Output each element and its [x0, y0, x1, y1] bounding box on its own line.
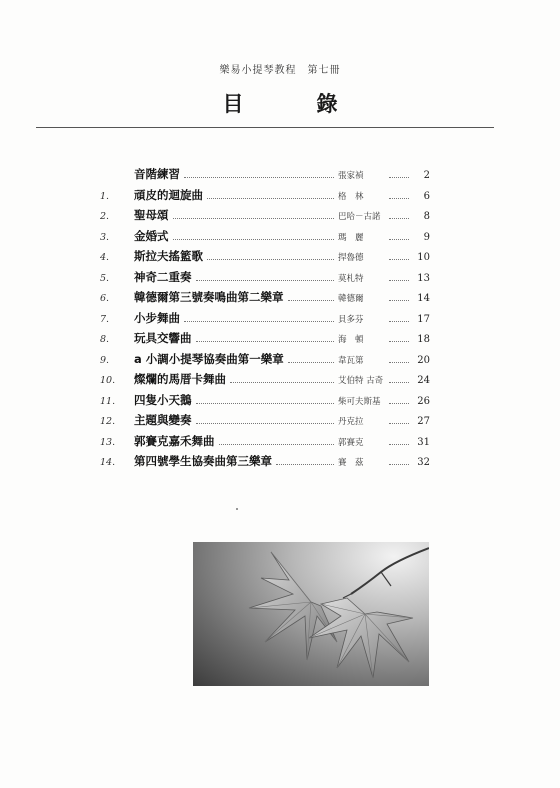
- toc-entry-composer: 格 林: [338, 191, 364, 202]
- toc-entry-number: 12.: [100, 416, 116, 427]
- toc-entry-title: 玩具交響曲: [134, 331, 192, 345]
- toc-entry-page: 10: [417, 252, 430, 263]
- toc-leader-dots: [173, 239, 335, 240]
- toc-entry-number: 11.: [100, 395, 116, 407]
- toc-leader-dots: [196, 423, 335, 424]
- toc-entry-number: 3.: [100, 231, 110, 243]
- toc-entry: [100, 310, 430, 331]
- toc-entry-page: 32: [417, 457, 430, 468]
- toc-entry-title: 斯拉夫搖籃歌: [134, 249, 203, 263]
- toc-leader-dots: [207, 259, 334, 260]
- toc-entry-number: 14.: [100, 457, 116, 468]
- toc-entry-title: 第四號學生協奏曲第三樂章: [134, 454, 272, 468]
- toc-entry-composer: 艾伯特 古奇: [338, 376, 384, 386]
- toc-entry-title: 韓德爾第三號奏鳴曲第二樂章: [134, 290, 284, 304]
- toc-entry-composer: 韓德爾: [338, 294, 364, 304]
- toc-leader-dots: [389, 403, 409, 404]
- toc-leader-dots: [389, 464, 409, 465]
- toc-leader-dots: [389, 382, 409, 383]
- toc-entry: [100, 371, 430, 392]
- toc-leader-dots: [389, 280, 409, 281]
- toc-entry-title: 聖母頌: [134, 208, 169, 222]
- toc-entry-composer: 捍魯德: [338, 253, 364, 263]
- toc-leader-dots: [184, 321, 334, 322]
- toc-leader-dots: [219, 444, 335, 445]
- toc-leader-dots: [389, 423, 409, 424]
- toc-entry-title: 燦爛的馬厝卡舞曲: [134, 372, 226, 386]
- toc-entry-number: 7.: [100, 313, 110, 325]
- table-of-contents: [100, 166, 430, 474]
- toc-entry-page: 6: [423, 190, 430, 202]
- toc-entry-title: 頑皮的迴旋曲: [134, 187, 203, 202]
- toc-entry-composer: 貝多芬: [338, 314, 364, 325]
- scan-speck: [236, 508, 238, 510]
- toc-leader-dots: [196, 403, 335, 404]
- toc-leader-dots: [196, 341, 335, 342]
- book-title: 樂易小提琴教程 第七冊: [219, 65, 341, 76]
- toc-entry-number: 6.: [100, 293, 110, 304]
- toc-entry-number: 9.: [100, 354, 110, 366]
- toc-entry: [100, 453, 430, 474]
- toc-entry: [100, 207, 430, 228]
- toc-entry: [100, 228, 430, 249]
- toc-entry-page: 14: [417, 293, 430, 304]
- toc-entry-number: 13.: [100, 436, 116, 448]
- toc-entry-composer: 海 頓: [338, 335, 364, 345]
- toc-leader-dots: [184, 177, 334, 178]
- toc-entry: [100, 412, 430, 433]
- toc-entry: [100, 433, 430, 454]
- toc-leader-dots: [389, 341, 409, 342]
- maple-leaves-photo: [193, 542, 429, 686]
- toc-leader-dots: [389, 239, 409, 240]
- toc-entry-page: 31: [417, 436, 430, 448]
- toc-entry-title: 小步舞曲: [134, 310, 180, 325]
- toc-entry-page: 13: [417, 272, 430, 284]
- toc-leader-dots: [389, 218, 409, 219]
- toc-entry-composer: 張家禎: [338, 171, 364, 181]
- toc-leader-dots: [230, 382, 334, 383]
- toc-entry-number: 5.: [100, 272, 110, 284]
- title-divider: [36, 127, 494, 128]
- toc-entry-composer: 韋瓦第: [338, 355, 364, 366]
- toc-leader-dots: [389, 259, 409, 260]
- toc-entry-composer: 巴哈－古諾: [338, 212, 381, 222]
- toc-entry-page: 8: [423, 211, 430, 222]
- toc-entry-composer: 柴可夫斯基: [338, 396, 381, 407]
- toc-leader-dots: [276, 464, 334, 465]
- toc-entry-page: 26: [417, 395, 430, 407]
- toc-leader-dots: [288, 300, 335, 301]
- toc-entry-number: 2.: [100, 211, 110, 222]
- toc-entry-title: a 小調小提琴協奏曲第一樂章: [134, 351, 284, 366]
- toc-entry-page: 17: [417, 313, 430, 325]
- toc-leader-dots: [389, 321, 409, 322]
- toc-entry: [100, 166, 430, 187]
- toc-entry-number: 8.: [100, 334, 110, 345]
- toc-leader-dots: [389, 198, 409, 199]
- toc-entry-title: 主題與變奏: [134, 413, 192, 427]
- toc-entry-composer: 莫札特: [338, 273, 364, 284]
- toc-entry: [100, 289, 430, 310]
- toc-entry-number: 4.: [100, 252, 110, 263]
- toc-entry-title: 四隻小天鵝: [134, 392, 192, 407]
- toc-entry: [100, 248, 430, 269]
- toc-entry-page: 27: [417, 416, 430, 427]
- toc-leader-dots: [389, 300, 409, 301]
- toc-entry: [100, 269, 430, 290]
- toc-entry-page: 24: [417, 375, 430, 386]
- toc-entry: [100, 187, 430, 208]
- toc-entry-title: 神奇二重奏: [134, 269, 192, 284]
- toc-entry-number: 1.: [100, 190, 110, 202]
- toc-entry-composer: 賽 茲: [338, 458, 364, 468]
- toc-leader-dots: [288, 362, 334, 363]
- toc-entry-title: 金婚式: [134, 228, 169, 243]
- toc-leader-dots: [207, 198, 334, 199]
- toc-leader-dots: [196, 280, 335, 281]
- toc-entry-composer: 瑪 麗: [338, 232, 364, 243]
- toc-entry: [100, 392, 430, 413]
- toc-entry-title: 郭賽克嘉禾舞曲: [134, 433, 215, 448]
- toc-entry-composer: 丹克拉: [338, 417, 364, 427]
- toc-entry-number: 10.: [100, 375, 116, 386]
- toc-entry: [100, 330, 430, 351]
- toc-leader-dots: [389, 177, 409, 178]
- toc-entry-page: 9: [423, 231, 430, 243]
- toc-entry-title: 音階練習: [134, 167, 180, 181]
- toc-entry-page: 20: [417, 354, 430, 366]
- toc-entry-composer: 郭賽克: [338, 437, 364, 448]
- toc-leader-dots: [389, 362, 409, 363]
- toc-entry: [100, 351, 430, 372]
- toc-entry-page: 18: [417, 334, 430, 345]
- toc-entry-page: 2: [423, 170, 430, 181]
- page-title: 目 錄: [222, 92, 364, 116]
- toc-leader-dots: [389, 444, 409, 445]
- toc-leader-dots: [173, 218, 335, 219]
